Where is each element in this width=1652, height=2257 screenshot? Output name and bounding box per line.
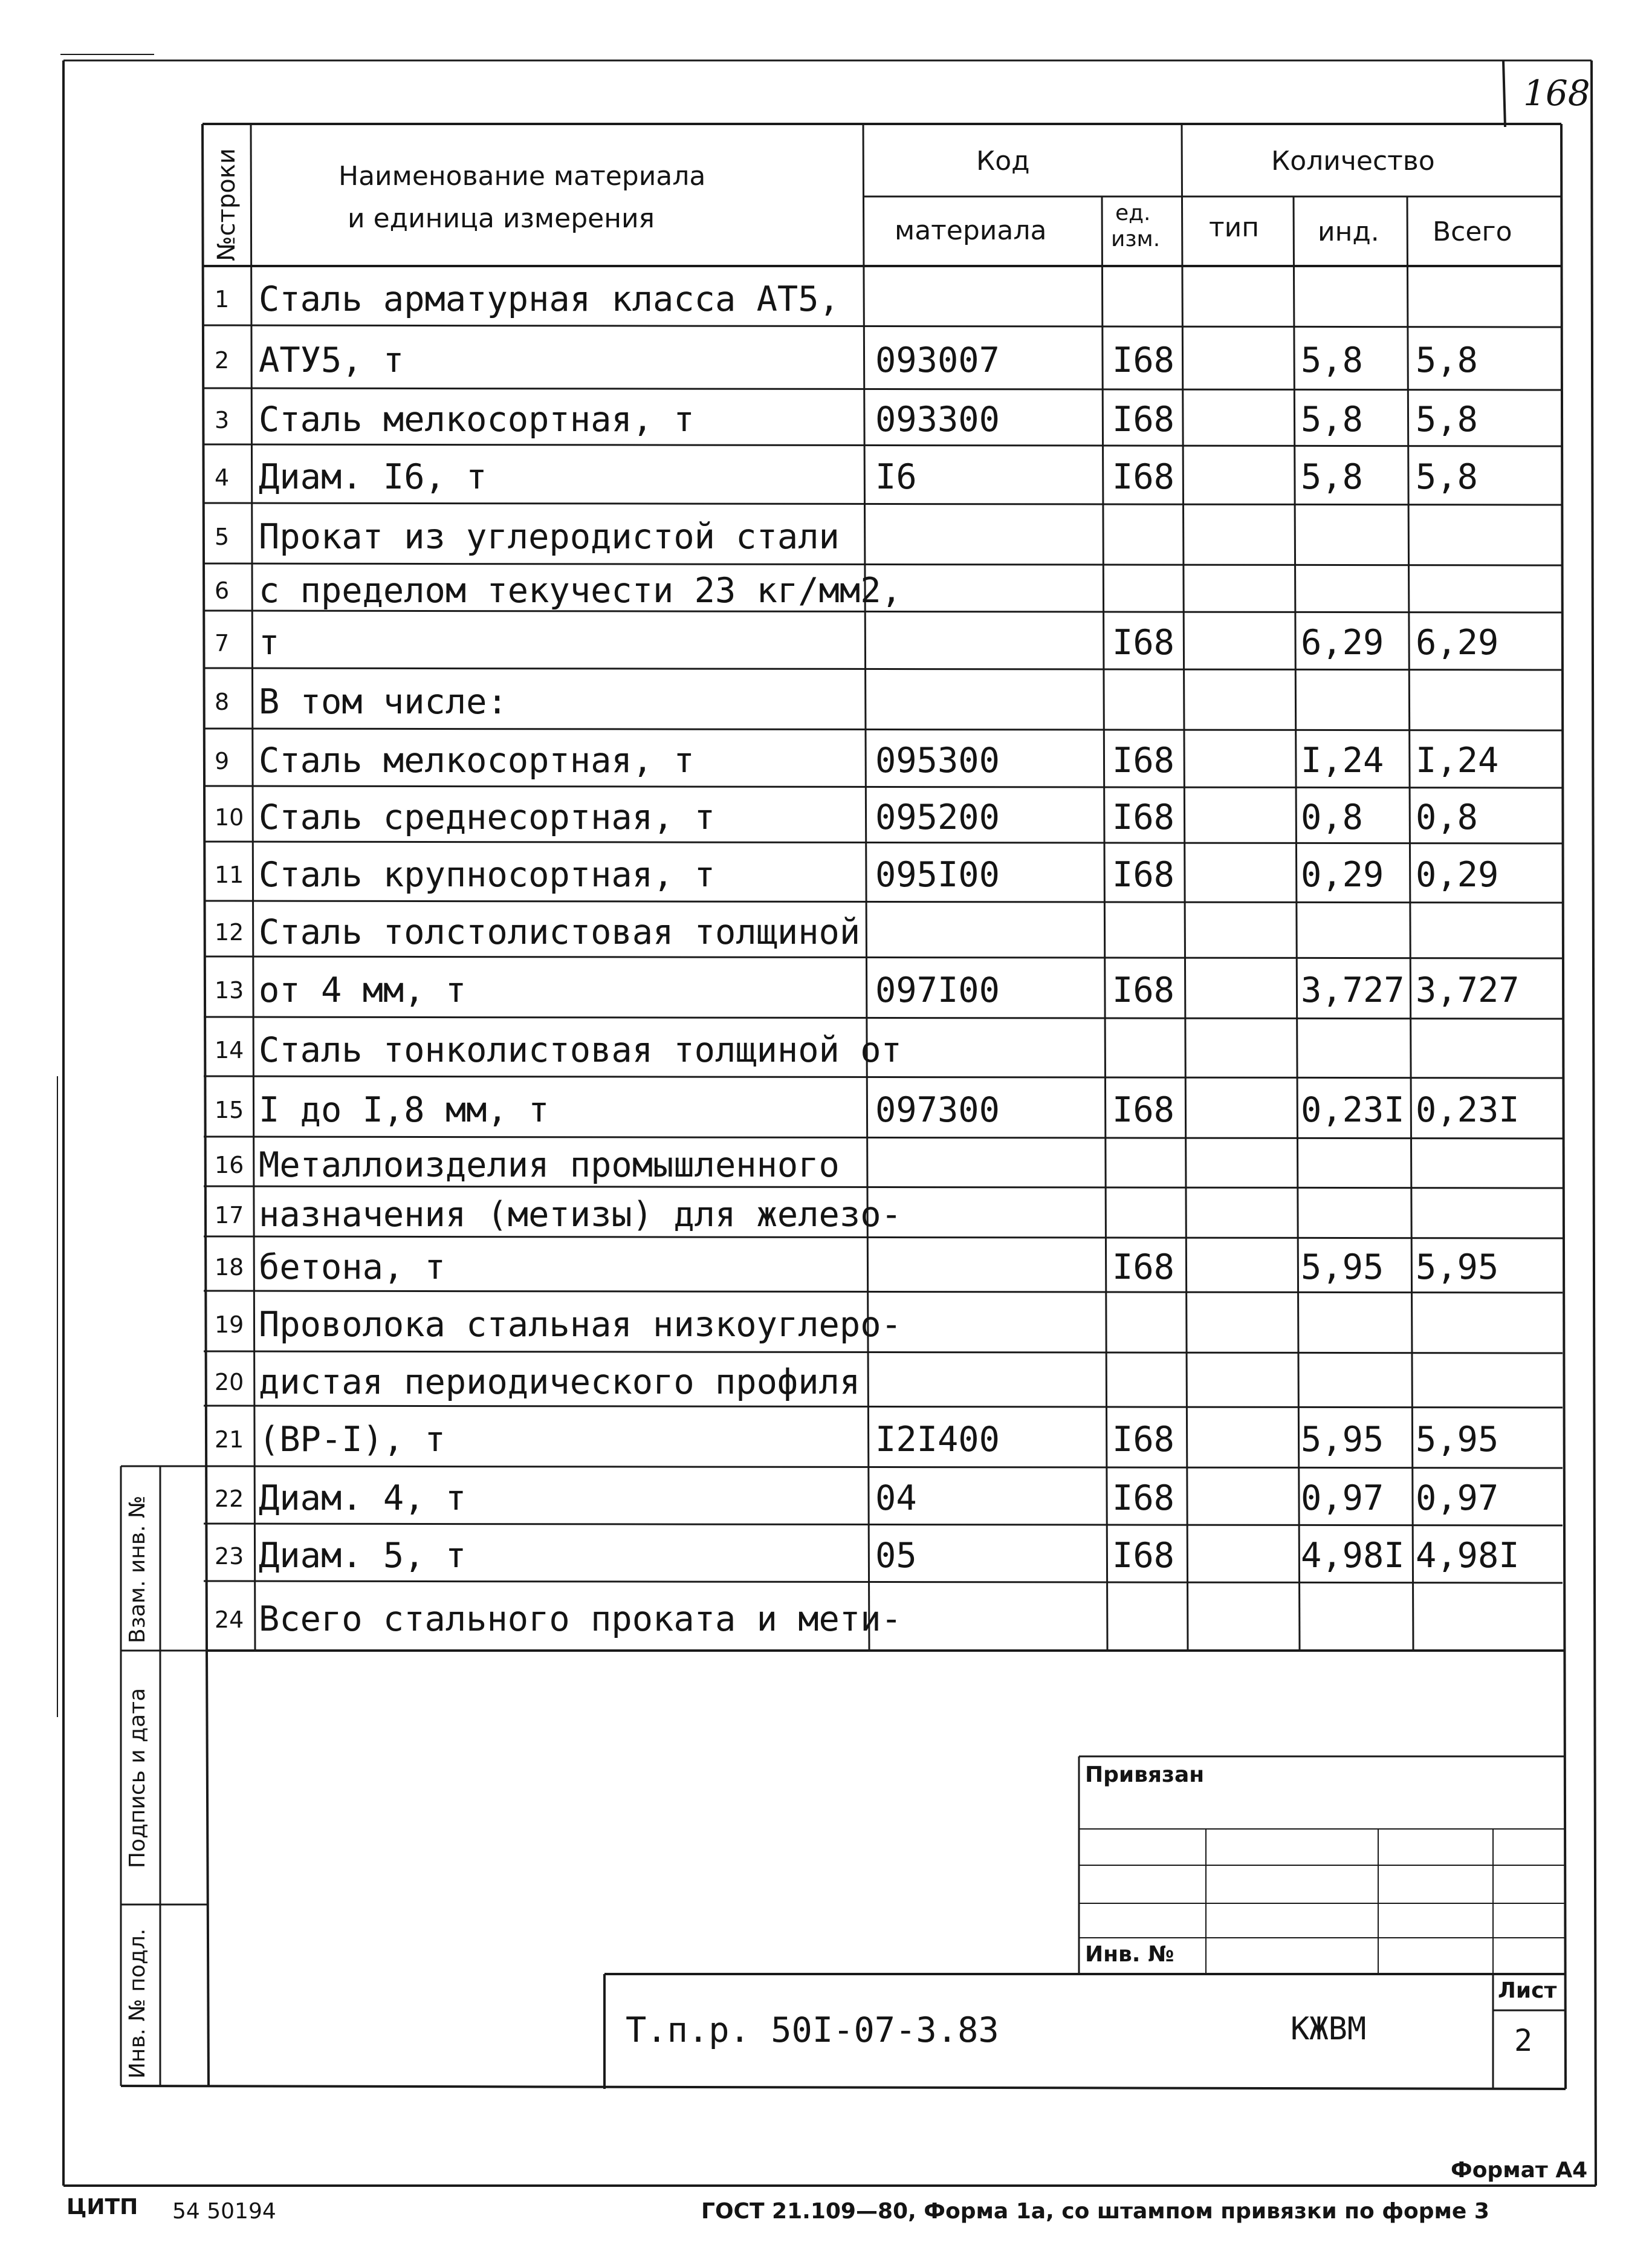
row-unit-code: I68 [1112,797,1174,837]
row-number: 20 [215,1369,244,1395]
sheet-label: Лист [1498,1978,1557,2003]
row-total-qty: 5,95 [1416,1247,1499,1287]
row-total-qty: I,24 [1416,741,1499,781]
title-block-inv-label: Инв. № [1085,1942,1174,1967]
row-divider [204,1406,1563,1408]
header-code-group: Код [976,146,1030,177]
row-number: 7 [215,629,230,657]
row-unit-code: I68 [1112,854,1174,895]
row-total-qty: 0,29 [1416,854,1499,895]
row-unit-code: I68 [1112,1090,1174,1130]
document-mark: КЖВМ [1291,2011,1367,2047]
side-stamp-sign-date: Подпись и дата [125,1687,150,1868]
row-material-name: назначения (метизы) для железо- [259,1195,902,1235]
row-material-name: Сталь мелкосортная, т [259,741,695,781]
row-material-name: Сталь арматурная класса АТ5, [259,279,840,319]
row-divider [204,611,1563,612]
row-ind-qty: 6,29 [1301,623,1384,663]
header-col-unit-1: ед. [1115,201,1151,226]
row-ind-qty: 0,97 [1301,1478,1384,1518]
row-material-code: 05 [875,1536,917,1576]
row-total-qty: 5,8 [1416,457,1478,497]
row-number: 22 [215,1485,244,1512]
header-col-material: материала [895,215,1047,246]
row-divider [204,786,1563,788]
row-divider [204,1351,1563,1353]
row-ind-qty: 5,95 [1301,1247,1384,1287]
row-material-name: Сталь тонколистовая толщиной от [259,1030,902,1070]
header-col-total: Всего [1433,216,1512,247]
row-material-name: т [259,623,280,663]
row-number: 2 [215,347,230,374]
row-number: 17 [215,1201,244,1229]
row-divider [204,1186,1563,1188]
row-ind-qty: 5,8 [1301,457,1363,497]
document-designation: Т.п.р. 50I-07-3.83 [626,2010,999,2050]
row-number: 10 [215,804,244,831]
row-unit-code: I68 [1112,1419,1174,1460]
handwritten-sheet-number: 168 [1523,73,1590,114]
row-number: 12 [215,919,244,946]
row-unit-code: I68 [1112,970,1174,1010]
row-material-name: Металлоизделия промышленного [259,1145,840,1185]
footer-organization: ЦИТП [66,2195,138,2220]
row-number: 1 [215,286,230,313]
row-divider [204,729,1563,730]
row-divider [204,503,1563,505]
row-material-name: с пределом текучести 23 кг/мм2, [259,570,902,611]
row-total-qty: 4,98I [1416,1536,1520,1576]
side-stamp-replace-inv: Взам. инв. № [125,1495,150,1643]
row-divider [204,1017,1563,1019]
row-number: 14 [215,1037,244,1064]
row-material-code: I2I400 [875,1419,1000,1460]
row-ind-qty: 0,29 [1301,854,1384,895]
row-ind-qty: 5,95 [1301,1419,1384,1460]
row-number: 15 [215,1097,244,1123]
row-unit-code: I68 [1112,1536,1174,1576]
row-divider [204,1466,1563,1468]
row-material-code: 095I00 [875,854,1000,895]
side-stamp-orig-inv: Инв. № подл. [125,1928,150,2079]
row-number: 11 [215,862,244,888]
row-material-name: (ВР-I), т [259,1419,445,1460]
row-material-name: Сталь крупносортная, т [259,854,715,895]
row-material-code: 095300 [875,741,1000,781]
header-name-line1: Наименование материала [338,161,706,192]
row-number: 3 [215,406,230,434]
row-unit-code: I68 [1112,457,1174,497]
row-divider [204,325,1563,327]
row-total-qty: 6,29 [1416,623,1499,663]
row-material-code: 093007 [875,340,1000,380]
row-unit-code: I68 [1112,340,1174,380]
row-total-qty: 0,23I [1416,1090,1520,1130]
row-unit-code: I68 [1112,623,1174,663]
row-number: 9 [215,747,230,775]
row-unit-code: I68 [1112,1478,1174,1518]
row-material-name: I до I,8 мм, т [259,1090,549,1130]
row-material-name: дистая периодического профиля [259,1362,861,1402]
row-material-code: 093300 [875,400,1000,440]
row-material-code: 095200 [875,797,1000,837]
footer-format: Формат А4 [1451,2158,1588,2183]
row-material-name: Диам. 4, т [259,1478,467,1518]
row-total-qty: 3,727 [1416,970,1520,1010]
row-divider [204,563,1563,565]
row-material-name: АТУ5, т [259,340,404,380]
row-number: 6 [215,577,230,604]
row-number: 19 [215,1311,244,1338]
row-unit-code: I68 [1112,400,1174,440]
row-unit-code: I68 [1112,741,1174,781]
row-ind-qty: I,24 [1301,741,1384,781]
row-divider [204,1076,1563,1078]
row-material-code: 097I00 [875,970,1000,1010]
row-material-name: Прокат из углеродистой стали [259,516,840,557]
row-material-name: Сталь толстолистовая толщиной [259,912,861,952]
row-number: 8 [215,689,230,715]
header-row-number: №строки [213,148,241,261]
row-material-name: Всего стального проката и мети- [259,1599,902,1639]
row-ind-qty: 4,98I [1301,1536,1405,1576]
row-total-qty: 0,97 [1416,1478,1499,1518]
row-divider [204,956,1563,958]
row-number: 24 [215,1606,244,1633]
row-number: 4 [215,464,230,491]
header-col-unit-2: изм. [1111,227,1161,252]
row-divider [204,1291,1563,1293]
row-material-code: 097300 [875,1090,1000,1130]
row-number: 5 [215,524,230,550]
row-material-name: бетона, т [259,1247,445,1287]
footer-order-number: 54 50194 [172,2199,276,2224]
row-unit-code: I68 [1112,1247,1174,1287]
header-col-ind: инд. [1318,216,1379,247]
header-quantity-group: Количество [1271,146,1435,177]
row-material-name: Сталь среднесортная, т [259,797,715,837]
row-divider [204,1236,1563,1238]
header-col-type: тип [1209,212,1259,243]
row-number: 23 [215,1542,244,1570]
row-number: 18 [215,1254,244,1281]
row-material-name: Диам. I6, т [259,457,487,497]
row-material-code: I6 [875,457,917,497]
sheet-number: 2 [1514,2023,1533,2058]
header-name-line2: и единица измерения [348,203,655,234]
row-ind-qty: 0,8 [1301,797,1363,837]
row-divider [204,388,1563,390]
footer-standard: ГОСТ 21.109—80, Форма 1а, со штампом привязки по форме 3 [701,2199,1489,2224]
row-total-qty: 5,8 [1416,400,1478,440]
row-ind-qty: 5,8 [1301,400,1363,440]
row-total-qty: 0,8 [1416,797,1478,837]
row-divider [204,1581,1563,1583]
row-material-name: от 4 мм, т [259,970,467,1010]
row-ind-qty: 5,8 [1301,340,1363,380]
row-material-name: В том числе: [259,681,508,722]
row-divider [204,668,1563,670]
row-divider [204,1524,1563,1525]
row-material-name: Диам. 5, т [259,1536,467,1576]
row-divider [204,444,1563,446]
row-number: 16 [215,1152,244,1178]
row-material-code: 04 [875,1478,917,1518]
row-divider [204,901,1563,903]
row-total-qty: 5,8 [1416,340,1478,380]
row-material-name: Сталь мелкосортная, т [259,400,695,440]
row-ind-qty: 3,727 [1301,970,1405,1010]
row-number: 21 [215,1426,244,1453]
row-divider [204,1137,1563,1138]
row-divider [204,842,1563,843]
row-number: 13 [215,977,244,1004]
title-block-bound-label: Привязан [1085,1762,1205,1787]
row-ind-qty: 0,23I [1301,1090,1405,1130]
row-total-qty: 5,95 [1416,1419,1499,1460]
row-material-name: Проволока стальная низкоуглеро- [259,1304,902,1345]
